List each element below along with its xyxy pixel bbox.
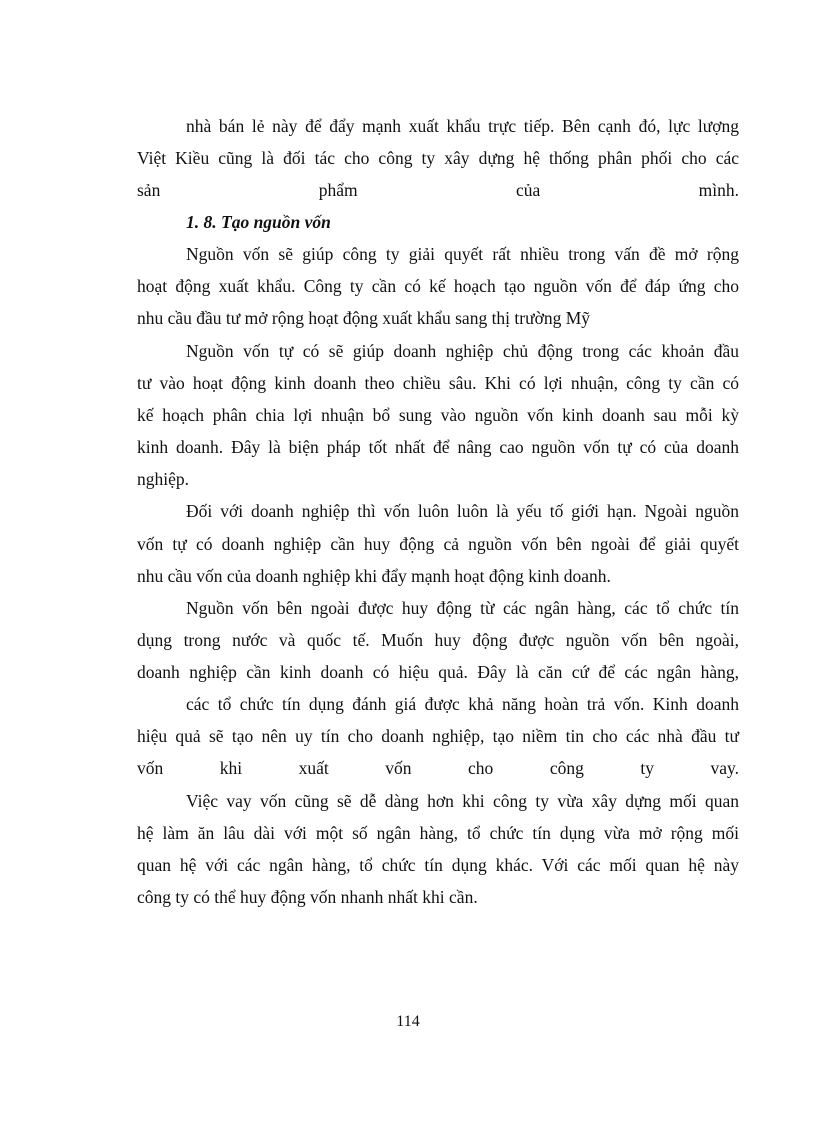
text-line: Nguồn vốn sẽ giúp công ty giải quyết rất nhiều trong vấn đề mở rộng [186,244,739,264]
text-line: hiệu quả sẽ tạo nên uy tín cho doanh nghiệp, tạo niềm tin cho các nhà đầu tư [137,726,739,746]
text-line: doanh nghiệp cần kinh doanh có hiệu quả. Đây là căn cứ để các ngân hàng, [137,662,739,682]
text-line: nhu cầu vốn của doanh nghiệp khi đẩy mạnh hoạt động kinh doanh. [137,566,611,586]
text-line: sản phẩm của mình. [137,180,739,200]
text-line: Đối với doanh nghiệp thì vốn luôn luôn là yếu tố giới hạn. Ngoài nguồn [186,501,739,521]
text-line: quan hệ với các ngân hàng, tổ chức tín dụng khác. Với các mối quan hệ này [137,855,739,875]
text-line: nhà bán lẻ này để đẩy mạnh xuất khẩu trực tiếp. Bên cạnh đó, lực lượng [186,116,739,136]
text-line: hoạt động xuất khẩu. Công ty cần có kế hoạch tạo nguồn vốn để đáp ứng cho [137,276,739,296]
text-line: các tổ chức tín dụng đánh giá được khả năng hoàn trả vốn. Kinh doanh [186,694,739,714]
text-line: kế hoạch phân chia lợi nhuận bổ sung vào nguồn vốn kinh doanh sau mỗi kỳ [137,405,739,425]
section-heading: 1. 8. Tạo nguồn vốn [186,212,331,232]
text-line: Nguồn vốn tự có sẽ giúp doanh nghiệp chủ động trong các khoản đầu [186,341,739,361]
text-line: Việt Kiều cũng là đối tác cho công ty xây dựng hệ thống phân phối cho các [137,148,739,168]
text-line: nhu cầu đầu tư mở rộng hoạt động xuất khẩu sang thị trường Mỹ [137,308,591,328]
text-line: nghiệp. [137,469,190,489]
text-line: công ty có thể huy động vốn nhanh nhất khi cần. [137,887,478,907]
text-line: Việc vay vốn cũng sẽ dễ dàng hơn khi công ty vừa xây dựng mối quan [186,791,739,811]
page-number: 114 [396,1013,420,1030]
text-line: vốn tự có doanh nghiệp cần huy động cả nguồn vốn bên ngoài để giải quyết [137,534,739,554]
text-line: vốn khi xuất vốn cho công ty vay. [137,758,739,778]
text-line: kinh doanh. Đây là biện pháp tốt nhất để nâng cao nguồn vốn tự có của doanh [137,437,739,457]
text-line: tư vào hoạt động kinh doanh theo chiều sâu. Khi có lợi nhuận, công ty cần có [137,373,739,393]
text-line: hệ làm ăn lâu dài với một số ngân hàng, tổ chức tín dụng vừa mở rộng mối [137,823,739,843]
text-line: Nguồn vốn bên ngoài được huy động từ các ngân hàng, các tổ chức tín [186,598,739,618]
text-line: dụng trong nước và quốc tế. Muốn huy động được nguồn vốn bên ngoài, [137,630,739,650]
